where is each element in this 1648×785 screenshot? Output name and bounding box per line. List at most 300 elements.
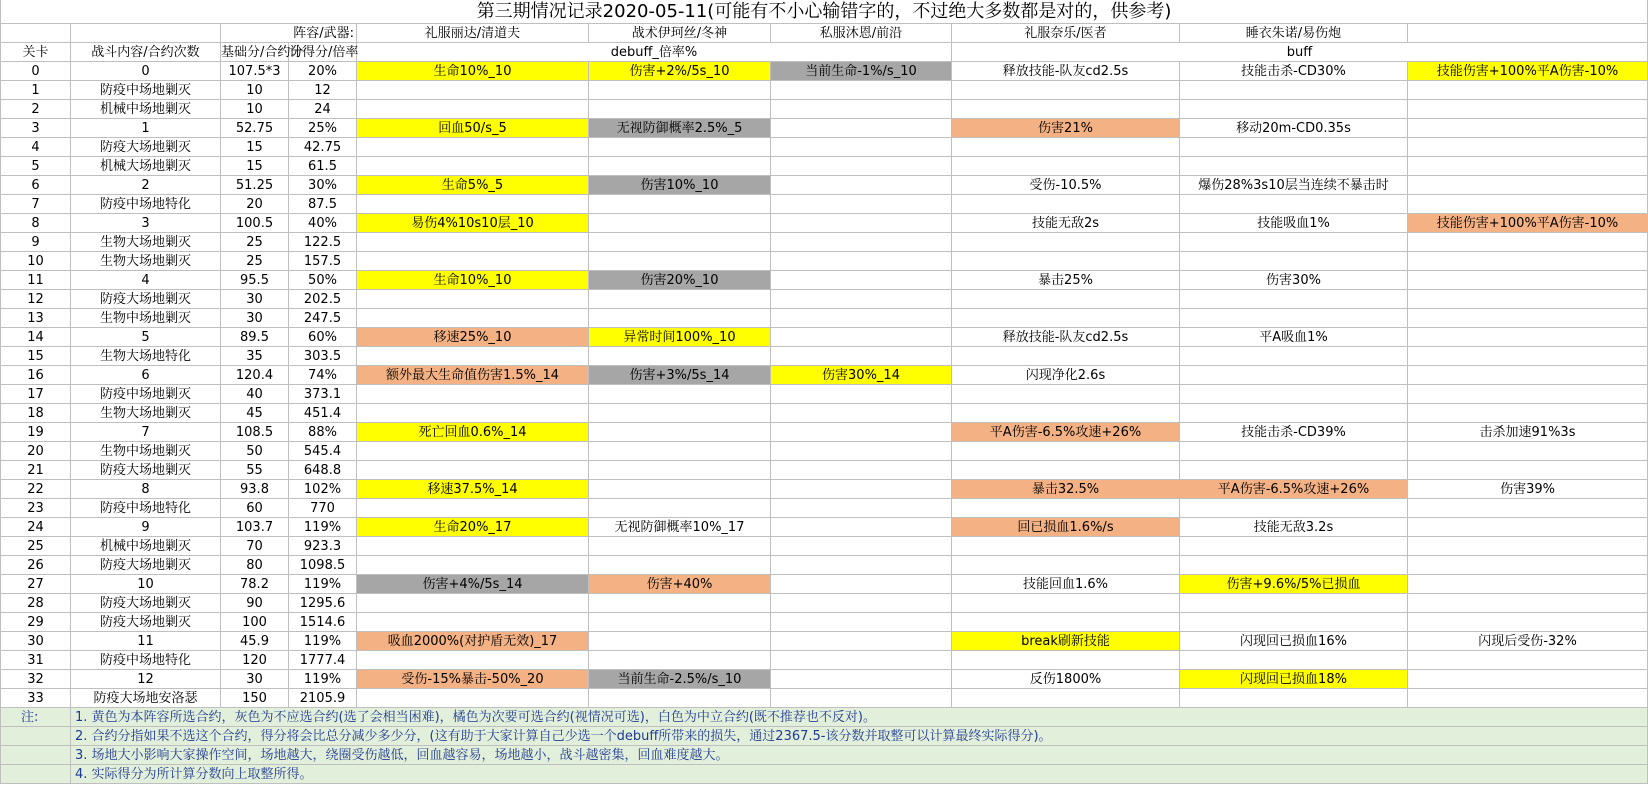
cell-total-score: 60% — [289, 328, 357, 347]
cell-buff-1: 平A伤害-6.5%攻速+26% — [952, 423, 1180, 442]
table-row — [1, 689, 1648, 708]
cell-total-score: 1098.5 — [289, 556, 357, 575]
table-row — [1, 499, 1648, 518]
cell-base-score: 107.5*3 — [221, 62, 289, 81]
cell-debuff-2 — [589, 480, 771, 499]
table-row — [1, 328, 1648, 347]
cell-debuff-1: 死亡回血0.6%_14 — [357, 423, 589, 442]
header-total-score: 计得分/倍率 — [289, 44, 359, 60]
cell-total-score: 303.5 — [289, 347, 357, 366]
table-row — [1, 176, 1648, 195]
note-row — [1, 727, 1648, 746]
cell-buff-3: 闪现后受伤-32% — [1408, 632, 1648, 651]
cell-content: 6 — [71, 366, 221, 385]
cell-buff-2 — [1180, 499, 1408, 518]
cell-total-score: 30% — [289, 176, 357, 195]
cell-buff-2 — [1180, 81, 1408, 100]
table-row — [1, 366, 1648, 385]
cell-base-score: 52.75 — [221, 119, 289, 138]
table-row — [1, 233, 1648, 252]
cell-buff-2 — [1180, 594, 1408, 613]
cell-base-score: 25 — [221, 233, 289, 252]
note-label — [1, 765, 71, 784]
cell-level: 1 — [1, 81, 71, 100]
cell-total-score: 88% — [289, 423, 357, 442]
cell-buff-3 — [1408, 651, 1648, 670]
table-row — [1, 423, 1648, 442]
cell-level: 20 — [1, 442, 71, 461]
cell-debuff-2 — [589, 594, 771, 613]
cell-buff-1: 暴击32.5% — [952, 480, 1180, 499]
cell-content: 10 — [71, 575, 221, 594]
cell-debuff-1 — [357, 347, 589, 366]
cell-debuff-1 — [357, 138, 589, 157]
cell-debuff-1: 伤害+4%/5s_14 — [357, 575, 589, 594]
header-level: 关卡 — [1, 43, 71, 62]
table-row — [1, 461, 1648, 480]
cell-base-score: 45.9 — [221, 632, 289, 651]
cell-buff-2 — [1180, 613, 1408, 632]
cell-buff-2: 技能吸血1% — [1180, 214, 1408, 233]
cell-debuff-3 — [771, 214, 952, 233]
cell-total-score: 119% — [289, 670, 357, 689]
cell-content: 防疫中场地特化 — [71, 499, 221, 518]
cell-debuff-3 — [771, 271, 952, 290]
cell-content: 防疫大场地剿灭 — [71, 290, 221, 309]
cell-total-score: 122.5 — [289, 233, 357, 252]
cell-debuff-3 — [771, 309, 952, 328]
cell-buff-2 — [1180, 651, 1408, 670]
cell-debuff-2 — [589, 233, 771, 252]
cell-buff-3: 伤害39% — [1408, 480, 1648, 499]
table-row — [1, 195, 1648, 214]
cell-content: 2 — [71, 176, 221, 195]
cell-level: 2 — [1, 100, 71, 119]
cell-debuff-1: 生命10%_10 — [357, 62, 589, 81]
cell-content: 生物大场地剿灭 — [71, 252, 221, 271]
cell-debuff-2 — [589, 157, 771, 176]
note-row — [1, 765, 1648, 784]
cell-buff-2: 爆伤28%3s10层当连续不暴击时 — [1180, 176, 1408, 195]
cell-buff-1 — [952, 556, 1180, 575]
cell-content: 防疫大场地剿灭 — [71, 556, 221, 575]
cell-buff-1 — [952, 347, 1180, 366]
cell-buff-3 — [1408, 252, 1648, 271]
cell-buff-2 — [1180, 347, 1408, 366]
cell-debuff-3 — [771, 670, 952, 689]
cell-debuff-1: 额外最大生命值伤害1.5%_14 — [357, 366, 589, 385]
cell-content: 12 — [71, 670, 221, 689]
cell-debuff-1 — [357, 556, 589, 575]
cell-debuff-1: 生命10%_10 — [357, 271, 589, 290]
table-row — [1, 309, 1648, 328]
cell-debuff-2 — [589, 651, 771, 670]
cell-buff-1 — [952, 290, 1180, 309]
cell-total-score: 1777.4 — [289, 651, 357, 670]
cell-total-score: 247.5 — [289, 309, 357, 328]
cell-base-score: 60 — [221, 499, 289, 518]
cell-buff-2 — [1180, 157, 1408, 176]
cell-debuff-1: 易伤4%10s10层_10 — [357, 214, 589, 233]
cell-debuff-3 — [771, 81, 952, 100]
cell-base-score: 55 — [221, 461, 289, 480]
cell-debuff-3 — [771, 347, 952, 366]
cell-buff-1 — [952, 613, 1180, 632]
cell-buff-1 — [952, 309, 1180, 328]
cell-buff-1: 暴击25% — [952, 271, 1180, 290]
cell-buff-1 — [952, 138, 1180, 157]
cell-level: 12 — [1, 290, 71, 309]
cell-buff-1 — [952, 461, 1180, 480]
cell-base-score: 20 — [221, 195, 289, 214]
header-cell — [1408, 24, 1648, 43]
cell-total-score: 87.5 — [289, 195, 357, 214]
cell-buff-1 — [952, 100, 1180, 119]
cell-debuff-3 — [771, 480, 952, 499]
cell-content: 防疫中场地特化 — [71, 651, 221, 670]
cell-level: 30 — [1, 632, 71, 651]
cell-debuff-1 — [357, 252, 589, 271]
cell-debuff-3 — [771, 518, 952, 537]
cell-buff-1 — [952, 442, 1180, 461]
cell-buff-3 — [1408, 328, 1648, 347]
header-character-3: 私服沐恩/前沿 — [771, 24, 952, 43]
cell-content: 防疫大场地剿灭 — [71, 613, 221, 632]
cell-debuff-1 — [357, 309, 589, 328]
note-label: 注: — [1, 708, 71, 727]
cell-content: 防疫大场地剿灭 — [71, 594, 221, 613]
cell-buff-2: 闪现回已损血16% — [1180, 632, 1408, 651]
cell-buff-1 — [952, 385, 1180, 404]
table-row — [1, 613, 1648, 632]
cell-buff-2 — [1180, 537, 1408, 556]
cell-buff-1 — [952, 537, 1180, 556]
cell-buff-2 — [1180, 385, 1408, 404]
cell-debuff-2 — [589, 632, 771, 651]
cell-content: 生物大场地剿灭 — [71, 404, 221, 423]
cell-level: 4 — [1, 138, 71, 157]
cell-base-score: 100.5 — [221, 214, 289, 233]
cell-buff-3 — [1408, 537, 1648, 556]
table-row — [1, 537, 1648, 556]
cell-debuff-3 — [771, 556, 952, 575]
cell-buff-2 — [1180, 309, 1408, 328]
cell-buff-2 — [1180, 461, 1408, 480]
table-row — [1, 385, 1648, 404]
table-row — [1, 480, 1648, 499]
cell-buff-3 — [1408, 442, 1648, 461]
cell-debuff-3 — [771, 100, 952, 119]
cell-content: 机械中场地剿灭 — [71, 537, 221, 556]
cell-debuff-2 — [589, 290, 771, 309]
cell-buff-2: 闪现回已损血18% — [1180, 670, 1408, 689]
cell-buff-3: 技能伤害+100%平A伤害-10% — [1408, 214, 1648, 233]
cell-debuff-1 — [357, 157, 589, 176]
cell-level: 19 — [1, 423, 71, 442]
cell-debuff-2 — [589, 214, 771, 233]
table-row — [1, 651, 1648, 670]
cell-level: 14 — [1, 328, 71, 347]
cell-debuff-3 — [771, 176, 952, 195]
cell-base-score: 150 — [221, 689, 289, 708]
cell-total-score: 25% — [289, 119, 357, 138]
cell-debuff-2 — [589, 309, 771, 328]
cell-base-score: 15 — [221, 157, 289, 176]
header-cell — [71, 24, 221, 43]
cell-debuff-2 — [589, 138, 771, 157]
table-row — [1, 290, 1648, 309]
cell-base-score: 45 — [221, 404, 289, 423]
cell-total-score: 50% — [289, 271, 357, 290]
cell-buff-1 — [952, 157, 1180, 176]
cell-debuff-3 — [771, 195, 952, 214]
cell-buff-3 — [1408, 233, 1648, 252]
cell-buff-1 — [952, 233, 1180, 252]
cell-debuff-3 — [771, 385, 952, 404]
cell-buff-3 — [1408, 290, 1648, 309]
cell-buff-2: 技能击杀-CD39% — [1180, 423, 1408, 442]
cell-debuff-1: 吸血2000%(对护盾无效)_17 — [357, 632, 589, 651]
cell-debuff-1: 回血50/s_5 — [357, 119, 589, 138]
cell-buff-3: 击杀加速91%3s — [1408, 423, 1648, 442]
cell-level: 23 — [1, 499, 71, 518]
cell-content: 防疫中场地剿灭 — [71, 81, 221, 100]
cell-level: 21 — [1, 461, 71, 480]
header-row-1 — [1, 24, 1648, 43]
cell-total-score: 20% — [289, 62, 357, 81]
note-text: 4. 实际得分为所计算分数向上取整所得。 — [71, 765, 1648, 784]
cell-level: 32 — [1, 670, 71, 689]
cell-content: 防疫中场地特化 — [71, 195, 221, 214]
cell-buff-3 — [1408, 119, 1648, 138]
cell-total-score: 157.5 — [289, 252, 357, 271]
table-row — [1, 252, 1648, 271]
cell-level: 7 — [1, 195, 71, 214]
cell-base-score: 51.25 — [221, 176, 289, 195]
header-lineup-label: 阵容/武器: — [221, 24, 357, 43]
cell-total-score: 770 — [289, 499, 357, 518]
cell-debuff-2: 伤害10%_10 — [589, 176, 771, 195]
cell-debuff-1 — [357, 461, 589, 480]
cell-buff-2: 技能击杀-CD30% — [1180, 62, 1408, 81]
cell-content: 11 — [71, 632, 221, 651]
cell-debuff-2 — [589, 252, 771, 271]
table-row — [1, 442, 1648, 461]
cell-debuff-3 — [771, 575, 952, 594]
cell-buff-1 — [952, 689, 1180, 708]
cell-debuff-1 — [357, 233, 589, 252]
cell-debuff-3: 当前生命-1%/s_10 — [771, 62, 952, 81]
cell-base-score: 120.4 — [221, 366, 289, 385]
cell-debuff-1 — [357, 81, 589, 100]
cell-debuff-2 — [589, 537, 771, 556]
cell-level: 22 — [1, 480, 71, 499]
cell-level: 24 — [1, 518, 71, 537]
cell-buff-1 — [952, 499, 1180, 518]
cell-buff-2 — [1180, 138, 1408, 157]
table-row — [1, 100, 1648, 119]
cell-debuff-3 — [771, 138, 952, 157]
cell-buff-3 — [1408, 613, 1648, 632]
cell-debuff-2: 当前生命-2.5%/s_10 — [589, 670, 771, 689]
table-row — [1, 556, 1648, 575]
cell-total-score: 1295.6 — [289, 594, 357, 613]
cell-content: 3 — [71, 214, 221, 233]
cell-debuff-1 — [357, 100, 589, 119]
cell-content: 4 — [71, 271, 221, 290]
cell-debuff-3 — [771, 499, 952, 518]
cell-base-score: 103.7 — [221, 518, 289, 537]
cell-buff-2 — [1180, 689, 1408, 708]
cell-base-score: 15 — [221, 138, 289, 157]
cell-buff-3 — [1408, 138, 1648, 157]
cell-buff-2 — [1180, 290, 1408, 309]
cell-buff-2: 平A伤害-6.5%攻速+26% — [1180, 480, 1408, 499]
cell-level: 8 — [1, 214, 71, 233]
cell-buff-1 — [952, 594, 1180, 613]
cell-buff-2 — [1180, 195, 1408, 214]
header-character-4: 礼服奈乐/医者 — [952, 24, 1180, 43]
cell-debuff-2: 无视防御概率10%_17 — [589, 518, 771, 537]
page-title: 第三期情况记录2020-05-11(可能有不小心输错字的，不过绝大多数都是对的，供参考) — [1, 0, 1648, 24]
cell-content: 机械中场地剿灭 — [71, 100, 221, 119]
cell-level: 28 — [1, 594, 71, 613]
cell-level: 5 — [1, 157, 71, 176]
cell-buff-3 — [1408, 575, 1648, 594]
cell-debuff-3 — [771, 632, 952, 651]
cell-debuff-2: 伤害+3%/5s_14 — [589, 366, 771, 385]
cell-total-score: 923.3 — [289, 537, 357, 556]
cell-total-score: 74% — [289, 366, 357, 385]
cell-base-score: 70 — [221, 537, 289, 556]
cell-buff-3 — [1408, 556, 1648, 575]
header-buff: buff — [952, 43, 1648, 62]
cell-content: 生物中场地剿灭 — [71, 442, 221, 461]
cell-debuff-1 — [357, 195, 589, 214]
cell-base-score: 25 — [221, 252, 289, 271]
cell-level: 16 — [1, 366, 71, 385]
cell-buff-1 — [952, 651, 1180, 670]
cell-debuff-2 — [589, 385, 771, 404]
cell-level: 11 — [1, 271, 71, 290]
cell-total-score: 102% — [289, 480, 357, 499]
cell-buff-2: 移动20m-CD0.35s — [1180, 119, 1408, 138]
cell-content: 防疫中场地剿灭 — [71, 385, 221, 404]
note-row — [1, 708, 1648, 727]
cell-debuff-1: 受伤-15%暴击-50%_20 — [357, 670, 589, 689]
header-row-2 — [1, 43, 1648, 62]
cell-buff-1 — [952, 404, 1180, 423]
table-row — [1, 632, 1648, 651]
cell-level: 25 — [1, 537, 71, 556]
cell-buff-2: 伤害+9.6%/5%已损血 — [1180, 575, 1408, 594]
cell-level: 0 — [1, 62, 71, 81]
cell-debuff-1 — [357, 404, 589, 423]
cell-level: 3 — [1, 119, 71, 138]
cell-content: 生物大场地特化 — [71, 347, 221, 366]
cell-buff-3 — [1408, 518, 1648, 537]
cell-debuff-2 — [589, 689, 771, 708]
cell-total-score: 40% — [289, 214, 357, 233]
cell-debuff-3 — [771, 404, 952, 423]
cell-buff-3 — [1408, 461, 1648, 480]
cell-buff-3 — [1408, 499, 1648, 518]
cell-total-score: 119% — [289, 518, 357, 537]
cell-debuff-2 — [589, 461, 771, 480]
cell-debuff-3 — [771, 290, 952, 309]
cell-buff-2 — [1180, 366, 1408, 385]
cell-debuff-1 — [357, 651, 589, 670]
cell-base-score: 35 — [221, 347, 289, 366]
cell-buff-2: 平A吸血1% — [1180, 328, 1408, 347]
cell-base-score: 30 — [221, 309, 289, 328]
cell-content: 生物中场地剿灭 — [71, 309, 221, 328]
cell-debuff-2: 伤害20%_10 — [589, 271, 771, 290]
cell-buff-3 — [1408, 385, 1648, 404]
cell-debuff-3 — [771, 157, 952, 176]
cell-buff-1 — [952, 252, 1180, 271]
cell-total-score: 42.75 — [289, 138, 357, 157]
cell-level: 13 — [1, 309, 71, 328]
cell-base-score: 10 — [221, 100, 289, 119]
cell-base-score: 30 — [221, 670, 289, 689]
cell-base-score: 95.5 — [221, 271, 289, 290]
cell-debuff-2 — [589, 442, 771, 461]
cell-buff-3 — [1408, 176, 1648, 195]
cell-buff-3 — [1408, 689, 1648, 708]
cell-base-score: 120 — [221, 651, 289, 670]
cell-debuff-2: 伤害+40% — [589, 575, 771, 594]
cell-level: 33 — [1, 689, 71, 708]
cell-debuff-3 — [771, 537, 952, 556]
cell-total-score: 2105.9 — [289, 689, 357, 708]
cell-debuff-1 — [357, 290, 589, 309]
table-row — [1, 62, 1648, 81]
header-base-score: 基础分/合约分 — [221, 44, 304, 60]
cell-total-score: 61.5 — [289, 157, 357, 176]
cell-total-score: 373.1 — [289, 385, 357, 404]
note-row — [1, 746, 1648, 765]
cell-base-score: 50 — [221, 442, 289, 461]
cell-debuff-2 — [589, 556, 771, 575]
table-row — [1, 81, 1648, 100]
note-text: 1. 黄色为本阵容所选合约，灰色为不应选合约(选了会相当困难)，橘色为次要可选合约(视情况可选)，白色为中立合约(既不推荐也不反对)。 — [71, 708, 1648, 727]
cell-base-score: 89.5 — [221, 328, 289, 347]
cell-content: 9 — [71, 518, 221, 537]
cell-debuff-1: 生命20%_17 — [357, 518, 589, 537]
table-row — [1, 347, 1648, 366]
cell-content: 机械大场地剿灭 — [71, 157, 221, 176]
cell-debuff-2 — [589, 195, 771, 214]
cell-buff-2: 伤害30% — [1180, 271, 1408, 290]
cell-buff-2 — [1180, 252, 1408, 271]
cell-buff-1: 回已损血1.6%/s — [952, 518, 1180, 537]
header-character-2: 战术伊珂丝/冬神 — [589, 24, 771, 43]
cell-buff-1: 技能回血1.6% — [952, 575, 1180, 594]
cell-debuff-1 — [357, 499, 589, 518]
cell-debuff-2 — [589, 423, 771, 442]
cell-total-score: 12 — [289, 81, 357, 100]
cell-debuff-3 — [771, 461, 952, 480]
table-row — [1, 404, 1648, 423]
cell-debuff-3 — [771, 423, 952, 442]
cell-debuff-3 — [771, 613, 952, 632]
cell-total-score: 1514.6 — [289, 613, 357, 632]
cell-debuff-1 — [357, 689, 589, 708]
cell-base-score: 90 — [221, 594, 289, 613]
cell-debuff-3 — [771, 328, 952, 347]
cell-buff-3 — [1408, 271, 1648, 290]
